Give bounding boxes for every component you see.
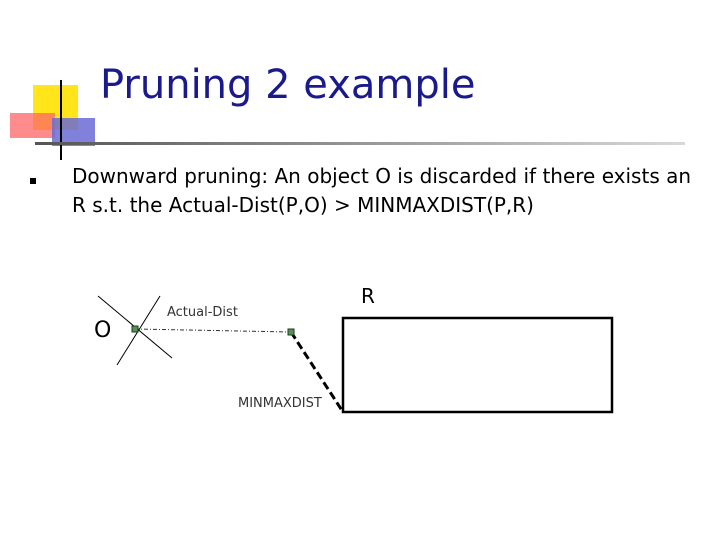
actual-dist-line	[135, 329, 291, 332]
rect-label: R	[361, 284, 375, 308]
bullet-text: Downward pruning: An object O is discarded if there exists an R s.t. the Actual-Dist(P,O) > MINMAXDIST(P,R)	[72, 164, 692, 217]
mbr-rectangle-r	[343, 318, 612, 412]
point-p-on-object	[132, 326, 138, 332]
object-label: O	[94, 318, 112, 343]
point-p	[288, 329, 294, 335]
actual-dist-label: Actual-Dist	[167, 305, 238, 320]
minmaxdist-label: MINMAXDIST	[238, 396, 322, 411]
slide-title: Pruning 2 example	[100, 62, 476, 108]
